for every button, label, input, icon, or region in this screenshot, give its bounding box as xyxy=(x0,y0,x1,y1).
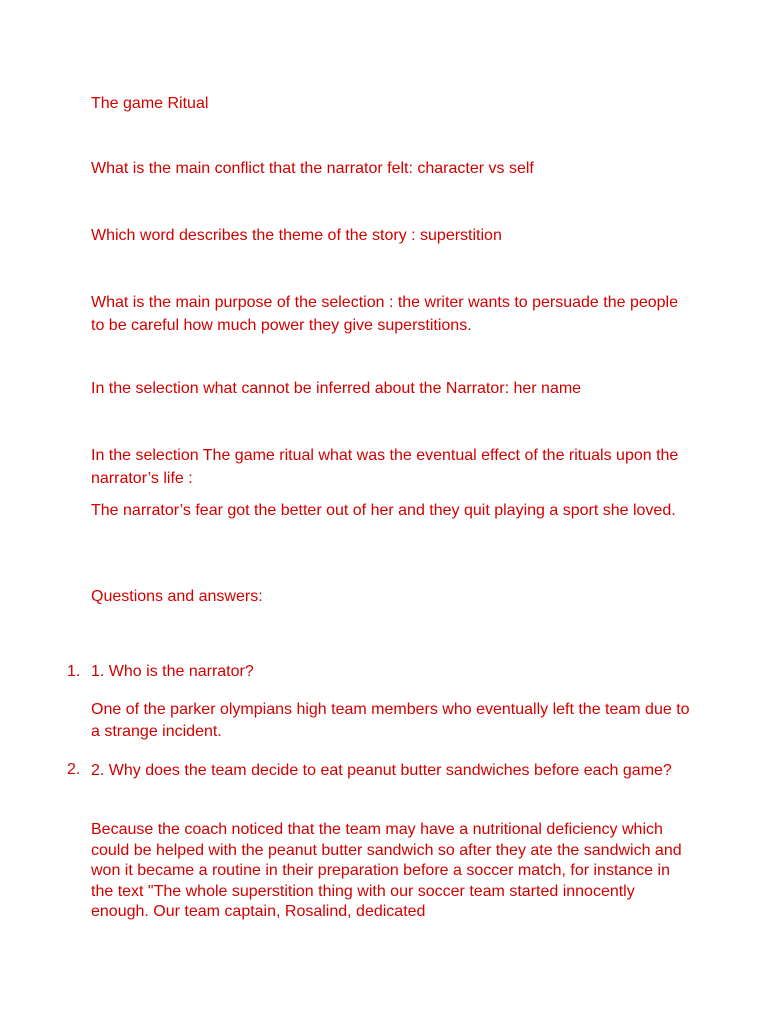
paragraph-eventual-effect: In the selection The game ritual what was the eventual effect of the rituals upon the narrator’s life : xyxy=(91,447,679,487)
paragraph-main-conflict: What is the main conflict that the narrator felt: character vs self xyxy=(91,160,534,177)
paragraph-narrator-fear: The narrator’s fear got the better out of her and they quit playing a sport she loved. xyxy=(91,502,676,519)
section-heading-questions: Questions and answers: xyxy=(91,588,263,605)
list-item-answer: Because the coach noticed that the team may have a nutritional deficiency which could be helped with the peanut butter sandwich so after they ate the sandwich and won it became a routine in their preparation before a soccer match, for instance in the text "The whole superstition thing with our soccer team started innocently enough. Our team captain, Rosalind, dedicated xyxy=(91,821,682,920)
list-item-question: 2. Why does the team decide to eat peanut butter sandwiches before each game? xyxy=(91,762,672,779)
list-item-answer: One of the parker olympians high team members who eventually left the team due to a strange incident. xyxy=(91,701,690,740)
list-item-question: 1. Who is the narrator? xyxy=(91,663,254,680)
list-item-number: 1. xyxy=(67,663,81,680)
paragraph-inferred: In the selection what cannot be inferred about the Narrator: her name xyxy=(91,380,582,397)
paragraph-theme: Which word describes the theme of the story : superstition xyxy=(91,227,502,244)
list-item-number: 2. xyxy=(67,761,81,778)
paragraph-main-purpose: What is the main purpose of the selection : the writer wants to persuade the people to be careful how much power they give superstitions. xyxy=(91,294,678,334)
document-title: The game Ritual xyxy=(91,95,209,112)
